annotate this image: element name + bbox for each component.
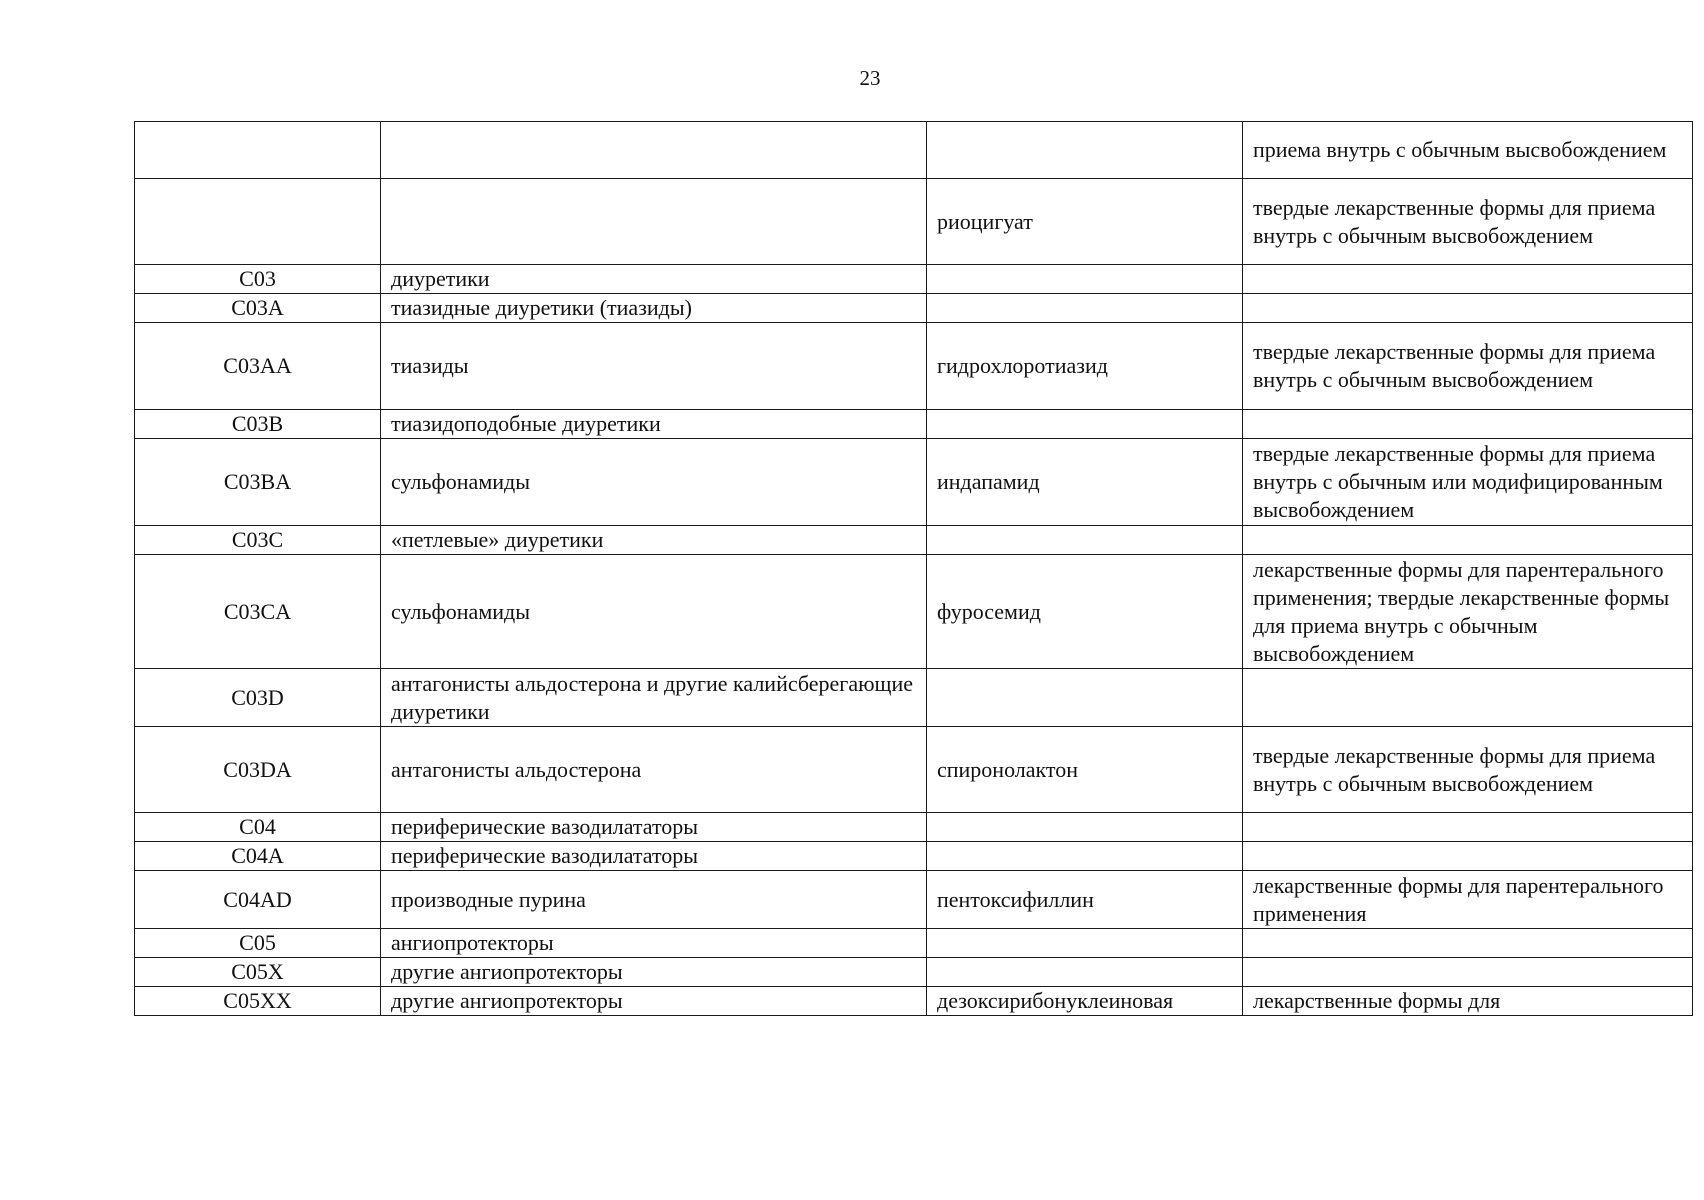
drug-name-cell [927, 526, 1243, 555]
drug-table-body [135, 122, 1693, 1016]
atc-code-cell: C03A [135, 294, 381, 323]
table-row [135, 842, 1693, 871]
anatomical-group-cell: периферические вазодилататоры [381, 842, 927, 871]
dosage-form-cell: твердые лекарственные формы для приема внутрь с обычным высвобождением [1243, 323, 1693, 410]
table-row [135, 871, 1693, 929]
anatomical-group-cell: «петлевые» диуретики [381, 526, 927, 555]
dosage-form-cell: лекарственные формы для парентерального применения; твердые лекарственные формы для приема внутрь с обычным высвобождением [1243, 555, 1693, 669]
anatomical-group-cell [381, 179, 927, 265]
anatomical-group-cell: сульфонамиды [381, 555, 927, 669]
dosage-form-cell: твердые лекарственные формы для приема внутрь с обычным или модифицированным высвобождением [1243, 439, 1693, 526]
table-row [135, 669, 1693, 727]
anatomical-group-cell: производные пурина [381, 871, 927, 929]
table-row [135, 727, 1693, 813]
page-number: 23 [859, 66, 881, 90]
table-row [135, 122, 1693, 179]
atc-code-cell [135, 179, 381, 265]
anatomical-group-cell: тиазидоподобные диуретики [381, 410, 927, 439]
drug-name-cell [927, 842, 1243, 871]
drug-name-cell [927, 813, 1243, 842]
drug-name-cell: риоцигуат [927, 179, 1243, 265]
atc-code-cell: C03AA [135, 323, 381, 410]
table-row [135, 323, 1693, 410]
dosage-form-cell [1243, 669, 1693, 727]
atc-code-cell [135, 122, 381, 179]
table-row [135, 929, 1693, 958]
drug-name-cell: дезоксирибонуклеиновая [927, 987, 1243, 1016]
drug-name-cell: пентоксифиллин [927, 871, 1243, 929]
anatomical-group-cell: диуретики [381, 265, 927, 294]
atc-code-cell: C03C [135, 526, 381, 555]
atc-code-cell: C03B [135, 410, 381, 439]
drug-name-cell [927, 265, 1243, 294]
dosage-form-cell: твердые лекарственные формы для приема внутрь с обычным высвобождением [1243, 179, 1693, 265]
drug-name-cell [927, 669, 1243, 727]
atc-code-cell: C03D [135, 669, 381, 727]
table-row [135, 958, 1693, 987]
table-row [135, 555, 1693, 669]
drug-table [134, 121, 1693, 1016]
drug-name-cell [927, 294, 1243, 323]
table-row [135, 265, 1693, 294]
atc-code-cell: C04A [135, 842, 381, 871]
drug-name-cell: индапамид [927, 439, 1243, 526]
dosage-form-cell [1243, 813, 1693, 842]
dosage-form-cell [1243, 842, 1693, 871]
dosage-form-cell [1243, 265, 1693, 294]
atc-code-cell: C03CA [135, 555, 381, 669]
atc-code-cell: C03DA [135, 727, 381, 813]
atc-code-cell: C05XX [135, 987, 381, 1016]
table-row [135, 813, 1693, 842]
drug-name-cell: спиронолактон [927, 727, 1243, 813]
drug-name-cell [927, 958, 1243, 987]
anatomical-group-cell [381, 122, 927, 179]
table-row [135, 439, 1693, 526]
dosage-form-cell: лекарственные формы для [1243, 987, 1693, 1016]
anatomical-group-cell: антагонисты альдостерона [381, 727, 927, 813]
drug-name-cell [927, 122, 1243, 179]
anatomical-group-cell: тиазидные диуретики (тиазиды) [381, 294, 927, 323]
drug-name-cell [927, 410, 1243, 439]
drug-name-cell [927, 929, 1243, 958]
drug-name-cell: гидрохлоротиазид [927, 323, 1243, 410]
dosage-form-cell [1243, 526, 1693, 555]
atc-code-cell: C05X [135, 958, 381, 987]
table-row [135, 410, 1693, 439]
anatomical-group-cell: другие ангиопротекторы [381, 958, 927, 987]
atc-code-cell: C04 [135, 813, 381, 842]
dosage-form-cell [1243, 958, 1693, 987]
drug-name-cell: фуросемид [927, 555, 1243, 669]
atc-code-cell: C03 [135, 265, 381, 294]
dosage-form-cell [1243, 294, 1693, 323]
dosage-form-cell: приема внутрь с обычным высвобождением [1243, 122, 1693, 179]
anatomical-group-cell: сульфонамиды [381, 439, 927, 526]
anatomical-group-cell: периферические вазодилататоры [381, 813, 927, 842]
anatomical-group-cell: тиазиды [381, 323, 927, 410]
dosage-form-cell: твердые лекарственные формы для приема внутрь с обычным высвобождением [1243, 727, 1693, 813]
table-row [135, 987, 1693, 1016]
atc-code-cell: C03BA [135, 439, 381, 526]
atc-code-cell: C05 [135, 929, 381, 958]
dosage-form-cell: лекарственные формы для парентерального применения [1243, 871, 1693, 929]
anatomical-group-cell: ангиопротекторы [381, 929, 927, 958]
anatomical-group-cell: другие ангиопротекторы [381, 987, 927, 1016]
table-row [135, 526, 1693, 555]
atc-code-cell: C04AD [135, 871, 381, 929]
table-row [135, 294, 1693, 323]
dosage-form-cell [1243, 929, 1693, 958]
table-row [135, 179, 1693, 265]
dosage-form-cell [1243, 410, 1693, 439]
anatomical-group-cell: антагонисты альдостерона и другие калийсберегающие диуретики [381, 669, 927, 727]
